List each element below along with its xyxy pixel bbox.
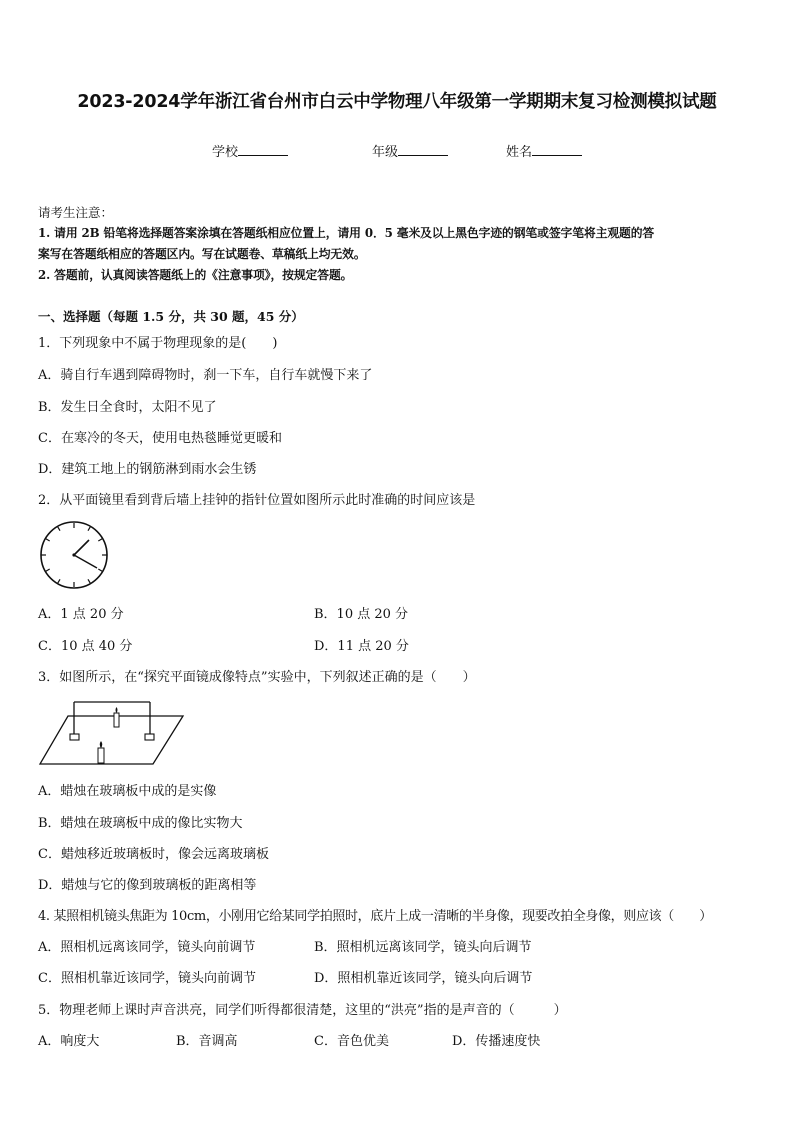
q2-option-d[interactable]: D．11 点 20 分 (314, 639, 409, 654)
q5-option-d[interactable]: D．传播速度快 (452, 1034, 541, 1049)
q3-option-d[interactable]: D．蜡烛与它的像到玻璃板的距离相等 (38, 878, 257, 893)
name-label: 姓名 (506, 145, 533, 160)
notice-line-2: 案写在答题纸相应的答题区内。写在试题卷、草稿纸上均无效。 (38, 247, 366, 261)
notice-heading: 请考生注意： (38, 205, 114, 220)
clock-figure (38, 519, 110, 591)
name-blank[interactable] (532, 143, 582, 156)
school-blank[interactable] (238, 143, 288, 156)
q2-option-a[interactable]: A．1 点 20 分 (38, 607, 124, 622)
question-4-stem: 4. 某照相机镜头焦距为 10cm，小刚用它给某同学拍照时，底片上成一清晰的半身像，现要改拍全身像，则应该（ ） (38, 909, 712, 924)
q4-option-a[interactable]: A．照相机远离该同学，镜头向前调节 (38, 940, 256, 955)
q2-option-b[interactable]: B．10 点 20 分 (314, 607, 409, 622)
question-2-stem: 2．从平面镜里看到背后墙上挂钟的指针位置如图所示此时准确的时间应该是 (38, 493, 476, 508)
notice-line-3: 2. 答题前，认真阅读答题纸上的《注意事项》，按规定答题。 (38, 268, 353, 282)
section-heading: 一、选择题（每题 1.5 分，共 30 题，45 分） (38, 309, 304, 324)
mirror-experiment-figure (38, 696, 188, 768)
clock-hand-short (74, 540, 89, 555)
school-field[interactable] (212, 141, 288, 160)
school-label: 学校 (212, 145, 239, 160)
q5-option-a[interactable]: A．响度大 (38, 1034, 100, 1049)
q4-option-d[interactable]: D．照相机靠近该同学，镜头向后调节 (314, 971, 533, 986)
q3-option-a[interactable]: A．蜡烛在玻璃板中成的是实像 (38, 784, 217, 799)
clock-hand-long (74, 555, 97, 568)
grade-label: 年级 (372, 145, 399, 160)
q5-option-b[interactable]: B．音调高 (176, 1034, 238, 1049)
grade-field[interactable] (372, 141, 448, 160)
notice-line-1: 1. 请用 2B 铅笔将选择题答案涂填在答题纸相应位置上，请用 0．5 毫米及以上黑色字迹的钢笔或签字笔将主观题的答 (38, 226, 655, 240)
q1-option-c[interactable]: C．在寒冷的冬天，使用电热毯睡觉更暖和 (38, 431, 282, 446)
question-1-stem: 1．下列现象中不属于物理现象的是( ) (38, 336, 278, 351)
question-5-stem: 5．物理老师上课时声音洪亮，同学们听得都很清楚，这里的“洪亮”指的是声音的（ ） (38, 1003, 567, 1018)
q1-option-a[interactable]: A．骑自行车遇到障碍物时，刹一下车，自行车就慢下来了 (38, 368, 373, 383)
q3-option-b[interactable]: B．蜡烛在玻璃板中成的像比实物大 (38, 816, 243, 831)
question-3-stem: 3．如图所示，在“探究平面镜成像特点”实验中，下列叙述正确的是（ ） (38, 670, 476, 685)
q3-option-c[interactable]: C．蜡烛移近玻璃板时，像会远离玻璃板 (38, 847, 269, 862)
q4-option-b[interactable]: B．照相机远离该同学，镜头向后调节 (314, 940, 532, 955)
q1-option-d[interactable]: D．建筑工地上的钢筋淋到雨水会生锈 (38, 462, 257, 477)
q5-option-c[interactable]: C．音色优美 (314, 1034, 389, 1049)
grade-blank[interactable] (398, 143, 448, 156)
name-field[interactable] (506, 141, 582, 160)
q2-option-c[interactable]: C．10 点 40 分 (38, 639, 133, 654)
exam-title: 2023-2024学年浙江省台州市白云中学物理八年级第一学期期末复习检测模拟试题 (77, 92, 717, 112)
q4-option-c[interactable]: C．照相机靠近该同学，镜头向前调节 (38, 971, 256, 986)
q1-option-b[interactable]: B．发生日全食时，太阳不见了 (38, 400, 217, 415)
